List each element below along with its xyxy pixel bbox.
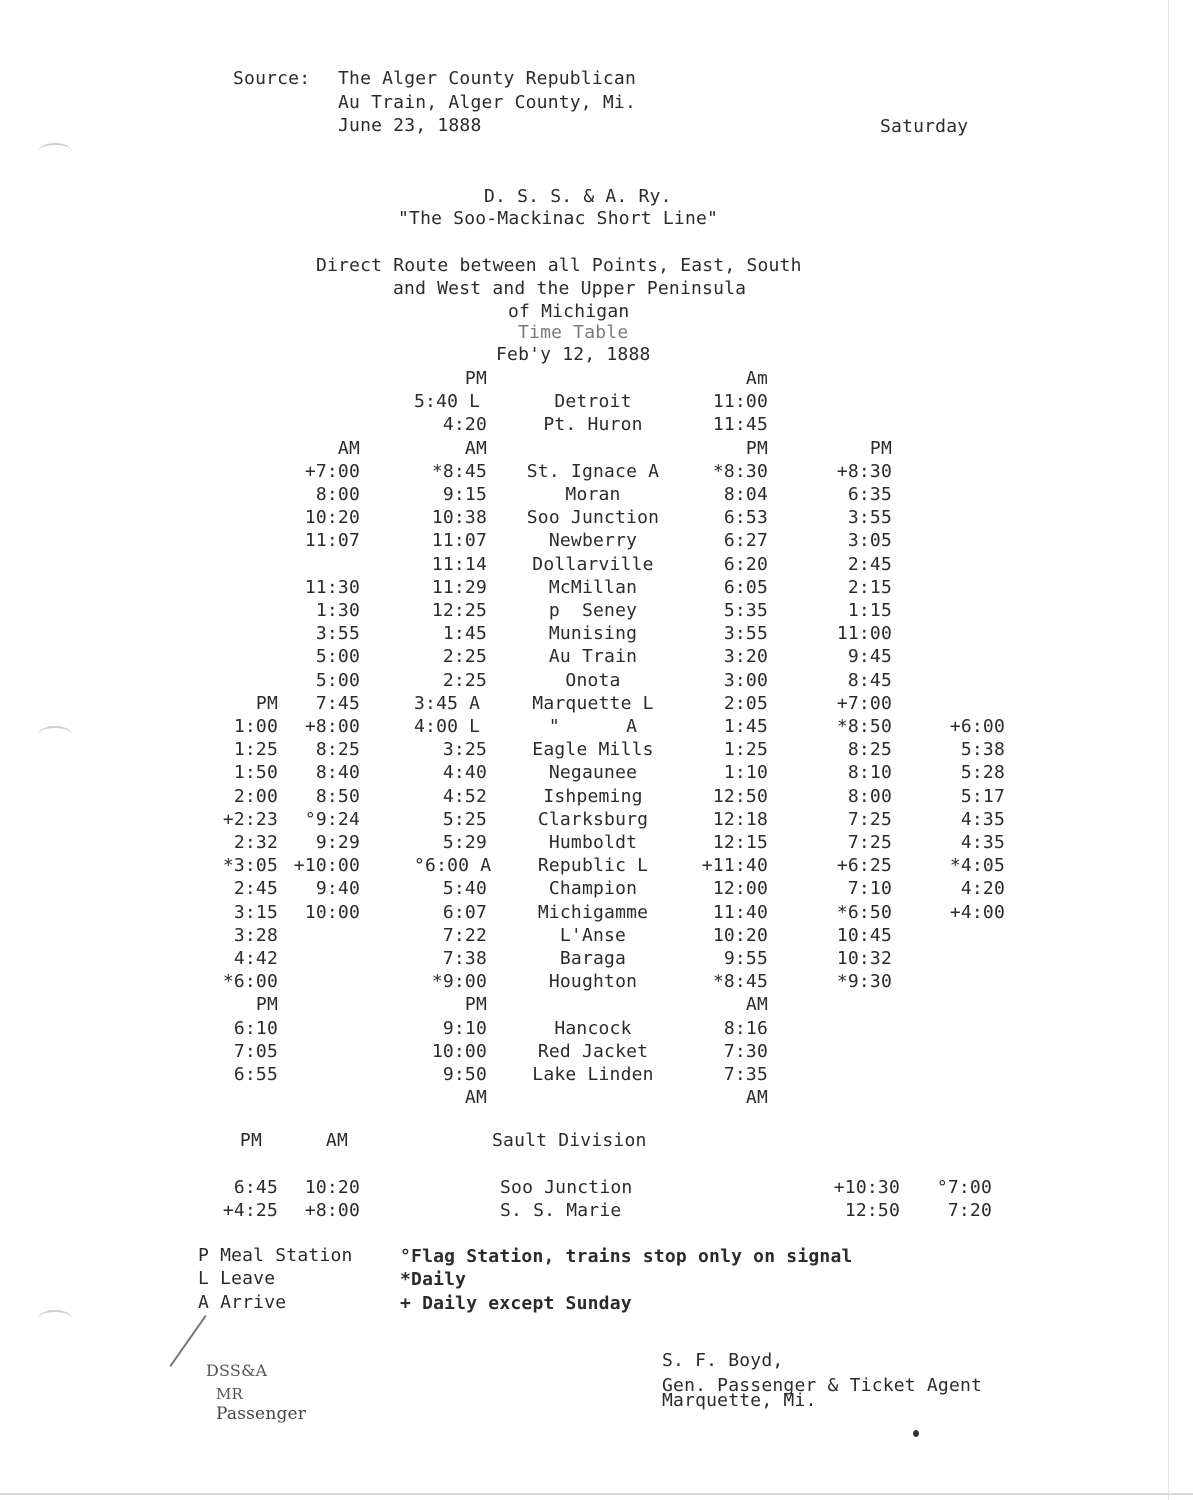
source-date: June 23, 1888 (338, 115, 482, 136)
time-cell: 2:25 (442, 669, 487, 691)
time-cell: 3:15 (233, 901, 278, 923)
station-name: Moran (565, 484, 621, 505)
sault-time-cell: +10:30 (833, 1177, 900, 1198)
time-cell: 4:35 (960, 832, 1005, 853)
station-name: Soo Junction (526, 507, 660, 529)
time-cell: *9:00 (431, 971, 487, 993)
time-cell: 6:05 (723, 576, 768, 598)
source-location: Au Train, Alger County, Mi. (338, 92, 636, 113)
time-cell: PM (745, 437, 768, 459)
time-cell: *8:45 (712, 971, 768, 993)
punch-hole-icon (38, 143, 72, 161)
time-cell: 8:25 (847, 739, 892, 761)
time-cell: 8:04 (723, 484, 768, 505)
time-cell: *4:05 (949, 855, 1005, 877)
time-cell: 2:05 (723, 692, 768, 714)
time-cell: 11:07 (304, 530, 360, 552)
time-cell: *8:50 (836, 716, 892, 737)
station-name: p Seney (548, 600, 638, 621)
ink-dot (913, 1430, 919, 1437)
station-name: Au Train (548, 646, 638, 668)
time-cell: +8:30 (836, 460, 892, 482)
station-name: Dollarville (532, 553, 654, 575)
time-cell: 2:32 (233, 832, 278, 853)
time-cell: 1:25 (723, 739, 768, 761)
legend-flag-station: °Flag Station, trains stop only on signal (400, 1246, 853, 1267)
time-cell: 7:10 (847, 878, 892, 900)
station-name: Onota (565, 669, 621, 691)
time-cell: 10:38 (431, 507, 487, 529)
time-cell: 8:45 (847, 669, 892, 691)
agent-title: Gen. Passenger & Ticket Agent (662, 1375, 983, 1396)
time-cell: 5:29 (442, 832, 487, 853)
time-cell: 7:38 (442, 948, 487, 969)
time-cell: 6:20 (723, 553, 768, 575)
time-cell: 3:55 (847, 507, 892, 529)
time-cell: 1:25 (233, 739, 278, 761)
route-line-2: and West and the Upper Peninsula (393, 278, 747, 299)
legend-daily-except-sunday: + Daily except Sunday (400, 1293, 632, 1314)
time-cell: 3:55 (723, 623, 768, 645)
time-cell: 11:45 (712, 414, 768, 436)
sault-time-cell: 10:20 (304, 1177, 360, 1198)
time-table-date: Feb'y 12, 1888 (496, 344, 651, 365)
time-cell: +7:00 (836, 692, 892, 714)
time-cell: 9:15 (442, 484, 487, 505)
time-cell: 10:00 (304, 901, 360, 923)
time-cell: 4:20 (442, 414, 487, 436)
station-name: Hancock (554, 1017, 632, 1039)
time-cell: 5:00 (315, 646, 360, 668)
railway-nickname: "The Soo-Mackinac Short Line" (398, 208, 719, 229)
sault-station-name: Soo Junction (500, 1177, 633, 1198)
time-cell: AM (745, 994, 768, 1016)
time-cell: 5:00 (315, 669, 360, 691)
station-name: McMillan (548, 576, 638, 598)
time-cell: *8:45 (431, 460, 487, 482)
time-cell: 9:45 (847, 646, 892, 668)
time-cell: 11:14 (431, 553, 487, 575)
sault-time-cell: 12:50 (844, 1200, 900, 1221)
time-cell: 8:00 (315, 484, 360, 505)
time-cell: 7:25 (847, 808, 892, 830)
legend-daily: *Daily (400, 1269, 467, 1290)
time-cell: 5:40 (442, 878, 487, 900)
time-cell: 3:28 (233, 924, 278, 946)
sault-time-cell: °7:00 (936, 1177, 992, 1198)
time-cell: +6:25 (836, 855, 892, 877)
time-cell: 1:30 (315, 600, 360, 621)
time-cell: 5:38 (960, 739, 1005, 761)
time-cell: +8:00 (304, 716, 360, 737)
time-cell: +11:40 (701, 855, 768, 877)
time-cell: 5:35 (723, 600, 768, 621)
time-cell: 10:32 (836, 948, 892, 969)
time-cell: AM (464, 1087, 487, 1109)
station-name: Houghton (548, 971, 638, 993)
time-cell: 1:50 (233, 762, 278, 784)
time-cell: 4:35 (960, 808, 1005, 830)
time-cell: 10:00 (431, 1040, 487, 1062)
time-cell: +4:00 (949, 901, 1005, 923)
sault-time-cell: +8:00 (304, 1200, 360, 1221)
station-name: Detroit (554, 391, 632, 413)
time-cell: 2:00 (233, 785, 278, 807)
time-cell: 3:45 A (414, 692, 481, 714)
station-name: L'Anse (559, 924, 627, 946)
time-cell: PM (464, 994, 487, 1016)
time-cell: PM (464, 368, 487, 389)
time-cell: 5:25 (442, 808, 487, 830)
time-cell: +2:23 (222, 808, 278, 830)
time-cell: 1:45 (723, 716, 768, 737)
time-cell: PM (255, 994, 278, 1016)
time-cell: 5:17 (960, 785, 1005, 807)
time-cell: 11:30 (304, 576, 360, 598)
time-cell: 2:45 (233, 878, 278, 900)
time-cell: 3:05 (847, 530, 892, 552)
time-cell: 9:40 (315, 878, 360, 900)
legend-meal-station: P Meal Station (198, 1245, 353, 1266)
time-cell: 4:40 (442, 762, 487, 784)
time-cell: 10:45 (836, 924, 892, 946)
time-cell: 11:00 (712, 391, 768, 413)
time-cell: 1:00 (233, 716, 278, 737)
time-cell: °9:24 (304, 808, 360, 830)
time-cell: Am (745, 368, 768, 389)
time-cell: 10:20 (712, 924, 768, 946)
time-cell: 8:40 (315, 762, 360, 784)
time-cell: 5:40 L (414, 391, 481, 413)
time-cell: °6:00 A (414, 855, 492, 877)
station-name: Baraga (559, 948, 627, 969)
time-cell: *3:05 (222, 855, 278, 877)
time-cell: 7:30 (723, 1040, 768, 1062)
time-cell: 6:35 (847, 484, 892, 505)
time-cell: 7:05 (233, 1040, 278, 1062)
station-name: Pt. Huron (543, 414, 643, 436)
station-name: Lake Linden (532, 1064, 654, 1085)
time-cell: 6:07 (442, 901, 487, 923)
time-cell: 6:53 (723, 507, 768, 529)
time-cell: 12:00 (712, 878, 768, 900)
time-cell: 6:27 (723, 530, 768, 552)
sault-time-cell: 6:45 (233, 1177, 278, 1198)
source-label: Source: (233, 68, 311, 89)
time-cell: 12:25 (431, 600, 487, 621)
sault-division-title: Sault Division (492, 1130, 647, 1151)
time-cell: 8:10 (847, 762, 892, 784)
page-bottom-edge (0, 1493, 1193, 1495)
time-cell: 8:16 (723, 1017, 768, 1039)
punch-hole-icon (38, 1310, 72, 1328)
time-cell: 4:20 (960, 878, 1005, 900)
time-cell: 11:00 (836, 623, 892, 645)
time-cell: 4:42 (233, 948, 278, 969)
station-name: Newberry (548, 530, 638, 552)
time-cell: 8:25 (315, 739, 360, 761)
footer-mr: MR (216, 1385, 244, 1403)
sault-time-cell: +4:25 (222, 1200, 278, 1221)
sault-station-name: S. S. Marie (500, 1200, 622, 1221)
time-cell: 9:50 (442, 1064, 487, 1085)
time-cell: *9:30 (836, 971, 892, 993)
time-cell: 3:00 (723, 669, 768, 691)
time-table-title: Time Table (518, 322, 629, 343)
route-line-1: Direct Route between all Points, East, South (316, 255, 802, 276)
station-name: Michigamme (537, 901, 649, 923)
station-name: " A (548, 716, 638, 737)
time-cell: 12:50 (712, 785, 768, 807)
time-cell: 1:15 (847, 600, 892, 621)
time-cell: 10:20 (304, 507, 360, 529)
time-cell: *6:00 (222, 971, 278, 993)
station-name: Humboldt (548, 832, 638, 853)
source-day: Saturday (880, 116, 969, 137)
time-cell: 8:50 (315, 785, 360, 807)
time-cell: 11:29 (431, 576, 487, 598)
time-cell: 11:40 (712, 901, 768, 923)
station-name: Ishpeming (543, 785, 643, 807)
time-cell: 11:07 (431, 530, 487, 552)
time-cell: 12:15 (712, 832, 768, 853)
time-cell: 9:55 (723, 948, 768, 969)
legend-arrive: A Arrive (198, 1292, 287, 1313)
railway-name: D. S. S. & A. Ry. (484, 186, 672, 207)
pencil-mark (169, 1315, 206, 1367)
time-cell: 8:00 (847, 785, 892, 807)
agent-name: S. F. Boyd, (662, 1350, 784, 1371)
time-cell: 6:10 (233, 1017, 278, 1039)
station-name: Red Jacket (537, 1040, 649, 1062)
station-name: Champion (548, 878, 638, 900)
station-name: Negaunee (548, 762, 638, 784)
time-cell: *8:30 (712, 460, 768, 482)
station-name: Clarksburg (537, 808, 649, 830)
time-cell: 6:55 (233, 1064, 278, 1085)
time-cell: 9:29 (315, 832, 360, 853)
time-cell: 4:52 (442, 785, 487, 807)
time-cell: 9:10 (442, 1017, 487, 1039)
station-name: Republic L (537, 855, 649, 877)
time-cell: 2:25 (442, 646, 487, 668)
time-cell: PM (255, 692, 278, 714)
time-cell: 5:28 (960, 762, 1005, 784)
time-cell: 1:45 (442, 623, 487, 645)
time-cell: PM (869, 437, 892, 459)
source-newspaper: The Alger County Republican (338, 68, 636, 89)
footer-dssa: DSS&A (206, 1361, 268, 1380)
time-cell: 2:45 (847, 553, 892, 575)
time-cell: 1:10 (723, 762, 768, 784)
time-cell: 3:20 (723, 646, 768, 668)
time-cell: 4:00 L (414, 716, 481, 737)
time-cell: 7:25 (847, 832, 892, 853)
time-cell: *6:50 (836, 901, 892, 923)
page-edge (1168, 0, 1169, 1500)
time-cell: AM (464, 437, 487, 459)
sault-head-am: AM (325, 1130, 348, 1151)
station-name: St. Ignace A (526, 460, 660, 482)
station-name: Munising (548, 623, 638, 645)
time-cell: +10:00 (293, 855, 360, 877)
time-cell: 7:45 (315, 692, 360, 714)
station-name: Marquette L (532, 692, 654, 714)
station-name: Eagle Mills (532, 739, 654, 761)
agent-city: Marquette, Mi. (662, 1390, 817, 1411)
time-cell: 2:15 (847, 576, 892, 598)
route-line-3: of Michigan (508, 301, 630, 322)
time-cell: 7:22 (442, 924, 487, 946)
time-cell: +7:00 (304, 460, 360, 482)
time-cell: +6:00 (949, 716, 1005, 737)
time-cell: AM (745, 1087, 768, 1109)
punch-hole-icon (38, 726, 72, 744)
time-cell: 12:18 (712, 808, 768, 830)
footer-passenger: Passenger (216, 1404, 307, 1424)
time-cell: AM (337, 437, 360, 459)
time-cell: 3:25 (442, 739, 487, 761)
time-cell: 3:55 (315, 623, 360, 645)
legend-leave: L Leave (198, 1268, 276, 1289)
sault-head-pm: PM (239, 1130, 262, 1151)
time-cell: 7:35 (723, 1064, 768, 1085)
sault-time-cell: 7:20 (947, 1200, 992, 1221)
